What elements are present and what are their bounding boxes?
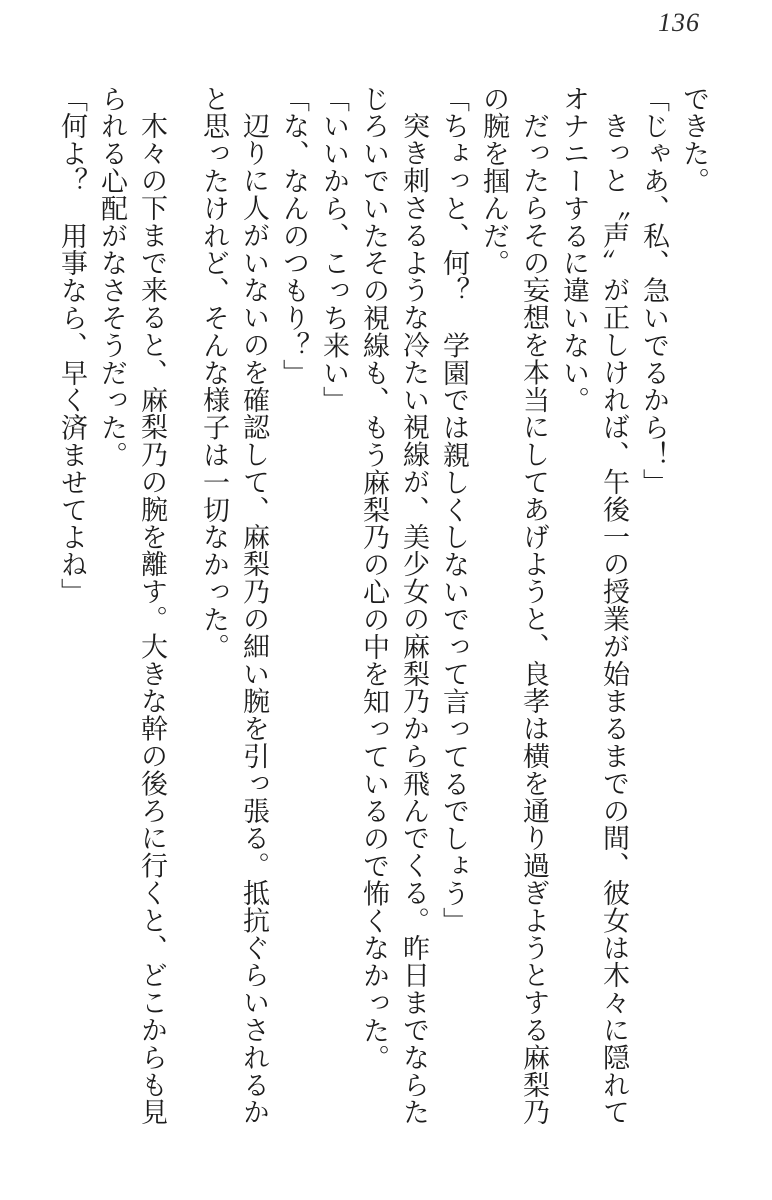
text-line: 「ちょっと、何？ 学園では親しくしないでって言ってるでしょう」: [439, 85, 469, 935]
text-line: 辺りに人がいないのを確認して、麻梨乃の細い腕を引っ張る。抵抗ぐらいされるか: [239, 112, 269, 1126]
text-line: られる心配がなさそうだった。: [97, 85, 127, 469]
text-line: 「じゃあ、私、急いでるから！」: [639, 85, 669, 496]
text-line: きっと〝声〞が正しければ、午後一の授業が始まるまでの間、彼女は木々に隠れて: [599, 112, 629, 1126]
text-line: 「いいから、こっち来い」: [319, 85, 349, 414]
text-line: だったらその妄想を本当にしてあげようと、良孝は横を通り過ぎようとする麻梨乃: [519, 112, 549, 1126]
text-line: 「な、なんのつもり？」: [279, 85, 309, 387]
text-line: 突き刺さるような冷たい視線が、美少女の麻梨乃から飛んでくる。昨日までならた: [399, 112, 429, 1126]
text-line: じろいでいたその視線も、もう麻梨乃の心の中を知っているので怖くなかった。: [359, 85, 389, 1072]
text-line: できた。: [679, 85, 709, 195]
text-line: 「何よ？ 用事なら、早く済ませてよね」: [57, 85, 87, 606]
text-line: 木々の下まで来ると、麻梨乃の腕を離す。大きな幹の後ろに行くと、どこからも見: [137, 112, 167, 1126]
body-text: [52, 85, 714, 1145]
text-line: オナニーするに違いない。: [559, 85, 589, 414]
text-line: と思ったけれど、そんな様子は一切なかった。: [199, 85, 229, 661]
text-line: の腕を掴んだ。: [479, 85, 509, 277]
page-number: 136: [658, 8, 700, 37]
